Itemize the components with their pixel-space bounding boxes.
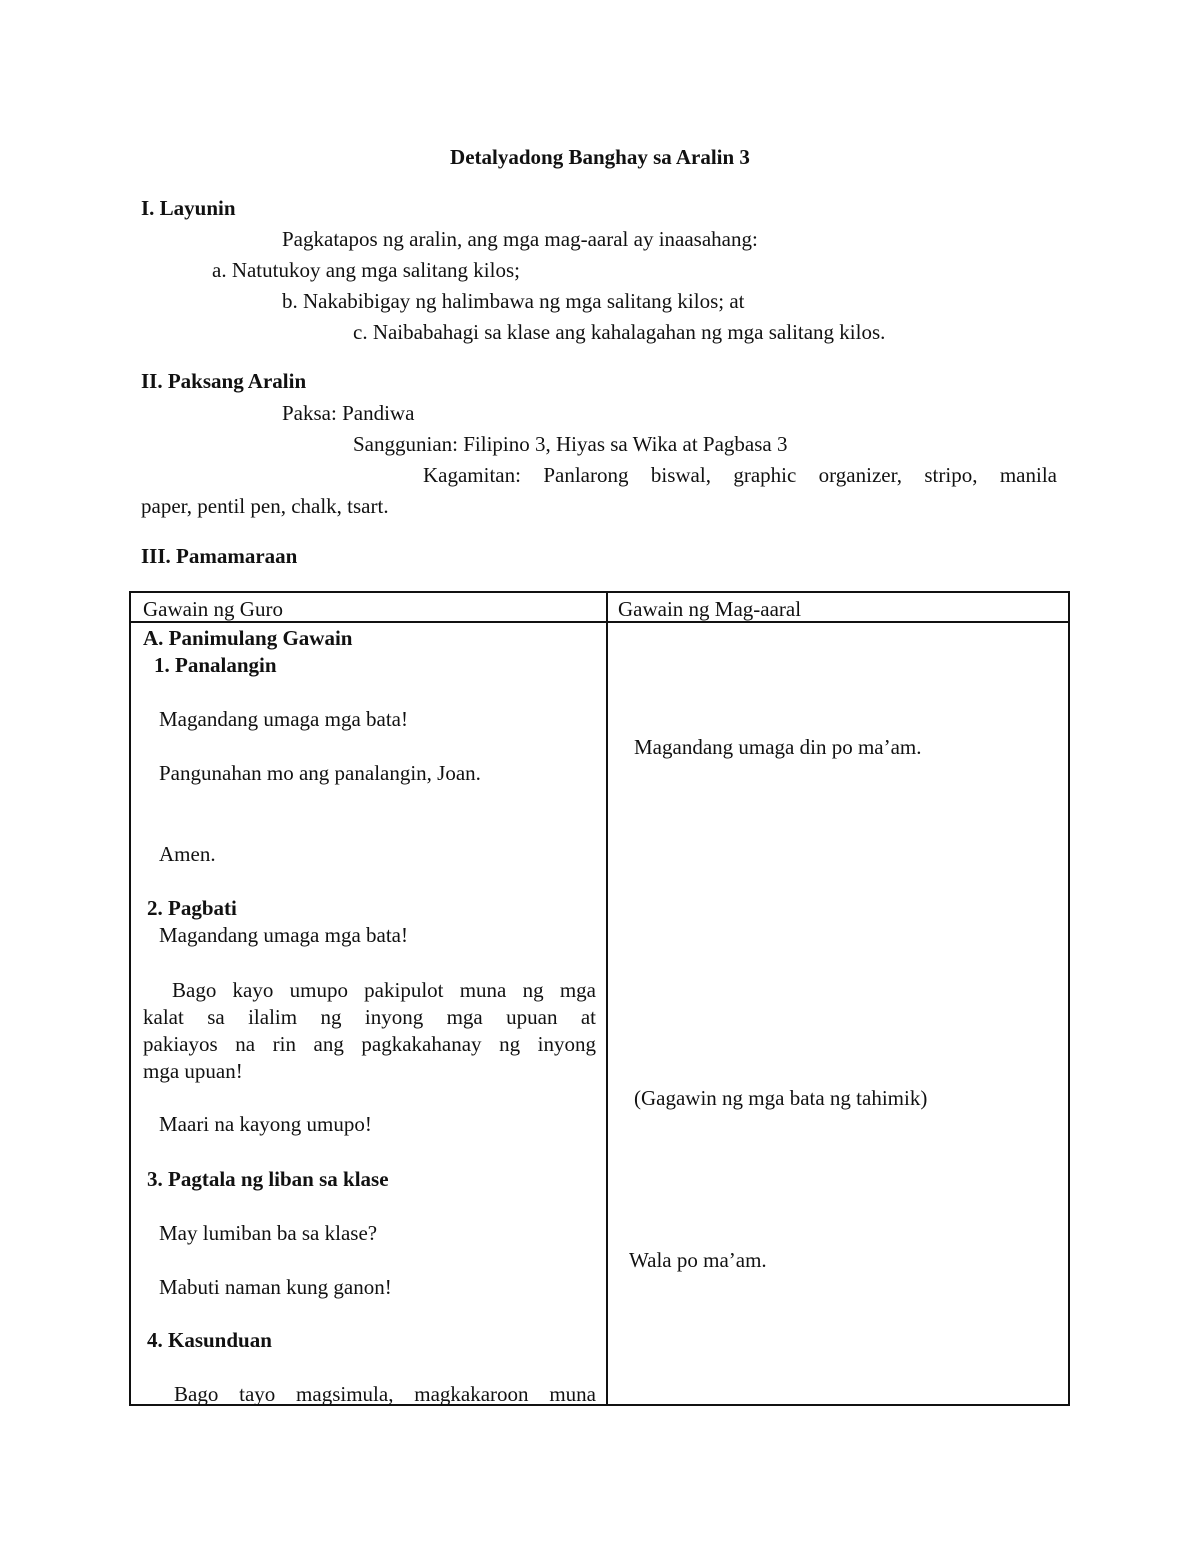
- magaaral-greeting-response: Magandang umaga din po ma’am.: [634, 735, 922, 759]
- layunin-item-a: a. Natutukoy ang mga salitang kilos;: [212, 258, 520, 282]
- guro-greeting: Magandang umaga mga bata!: [159, 707, 408, 731]
- header-gawain-guro: Gawain ng Guro: [143, 597, 283, 621]
- guro-pagbati-para-line-4: mga upuan!: [143, 1059, 243, 1083]
- layunin-item-c: c. Naibabahagi sa klase ang kahalagahan ng mga salitang kilos.: [353, 320, 886, 344]
- table-header-divider: [131, 621, 1068, 623]
- guro-pagbati-para-line-3: pakiayos na rin ang pagkakahanay ng inyong: [143, 1032, 596, 1056]
- guro-mabuti-naman: Mabuti naman kung ganon!: [159, 1275, 392, 1299]
- sanggunian-line: Sanggunian: Filipino 3, Hiyas sa Wika at Pagbasa 3: [353, 432, 788, 456]
- guro-panalangin-prompt: Pangunahan mo ang panalangin, Joan.: [159, 761, 481, 785]
- table-column-divider: [606, 593, 608, 1404]
- section-heading-layunin: I. Layunin: [141, 196, 236, 220]
- kagamitan-line-1: Kagamitan: Panlarong biswal, graphic organizer, stripo, manila: [423, 463, 1057, 487]
- panimulang-gawain-heading: A. Panimulang Gawain: [143, 626, 353, 650]
- guro-amen: Amen.: [159, 842, 216, 866]
- section-heading-pamamaraan: III. Pamamaraan: [141, 544, 298, 568]
- section-heading-paksang-aralin: II. Paksang Aralin: [141, 369, 307, 393]
- layunin-item-b: b. Nakabibigay ng halimbawa ng mga salitang kilos; at: [282, 289, 745, 313]
- document-title: Detalyadong Banghay sa Aralin 3: [450, 145, 750, 169]
- guro-pagbati-greeting: Magandang umaga mga bata!: [159, 923, 408, 947]
- layunin-intro: Pagkatapos ng aralin, ang mga mag-aaral ay inaasahang:: [282, 227, 758, 251]
- guro-pagbati-para-line-1: Bago kayo umupo pakipulot muna ng mga: [172, 978, 596, 1002]
- magaaral-action-response: (Gagawin ng mga bata ng tahimik): [634, 1086, 928, 1110]
- guro-maari-umupo: Maari na kayong umupo!: [159, 1112, 372, 1136]
- guro-pagbati-para-line-2: kalat sa ilalim ng inyong mga upuan at: [143, 1005, 596, 1029]
- panalangin-heading: 1. Panalangin: [154, 653, 277, 677]
- pagbati-heading: 2. Pagbati: [147, 896, 237, 920]
- guro-kasunduan-line-1: Bago tayo magsimula, magkakaroon muna: [174, 1382, 596, 1406]
- kasunduan-heading: 4. Kasunduan: [147, 1328, 272, 1352]
- pamamaraan-table: [129, 591, 1070, 1406]
- guro-lumiban-question: May lumiban ba sa klase?: [159, 1221, 378, 1245]
- kagamitan-line-2: paper, pentil pen, chalk, tsart.: [141, 494, 389, 518]
- header-gawain-magaaral: Gawain ng Mag-aaral: [618, 597, 802, 621]
- magaaral-liban-response: Wala po ma’am.: [629, 1248, 767, 1272]
- paksa-line: Paksa: Pandiwa: [282, 401, 415, 425]
- pagtala-liban-heading: 3. Pagtala ng liban sa klase: [147, 1167, 389, 1191]
